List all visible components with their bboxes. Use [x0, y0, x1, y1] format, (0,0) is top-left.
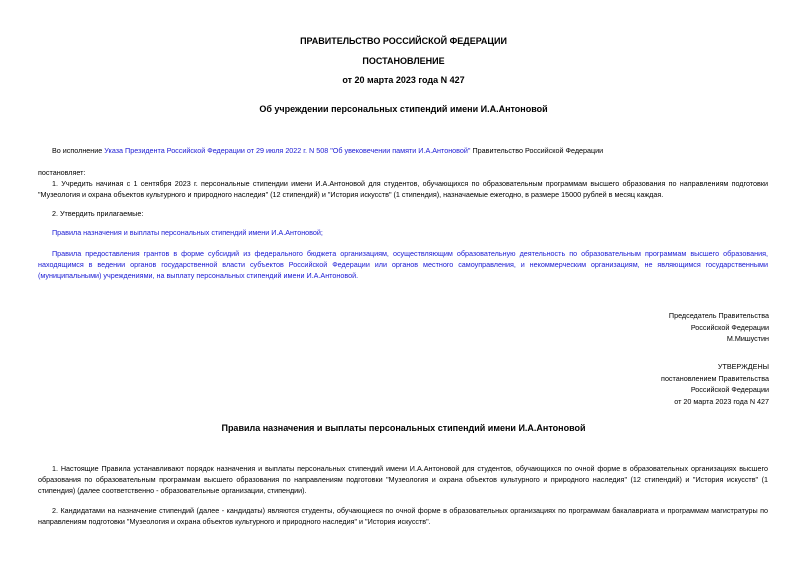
rules-title: Правила назначения и выплаты персональных стипендий имени И.А.Антоновой [221, 423, 586, 433]
document-type: ПОСТАНОВЛЕНИЕ [362, 56, 445, 66]
document-date-number: от 20 марта 2023 года N 427 [342, 75, 465, 85]
preamble-text-after: Правительство Российской Федерации [472, 146, 604, 155]
rules-paragraph-2: 2. Кандидатами на назначение стипендий (далее - кандидаты) являются студенты, обучающиеся по очной форме в образовательных организациях по программам бакалавриата и программам магистратуры по направлениям подготовки "Музеология и охрана объектов культурного и природного наследия" и "История искусств". [38, 506, 768, 526]
rules-paragraph-1: 1. Настоящие Правила устанавливают порядок назначения и выплаты персональных стипендий имени И.А.Антоновой для студентов, обучающихся по очной форме в образовательных организациях высшего образования по образовательным программам высшего образования по направлениям подготовки "Музеология и охрана объектов культурного и природного наследия" (12 стипендий) и "История искусств" (1 стипендия) (далее соответственно - образовательные организации, стипендии). [38, 464, 768, 495]
resolves-label: постановляет: [38, 168, 86, 177]
approval-title: УТВЕРЖДЕНЫ [717, 362, 769, 371]
rules-link[interactable]: Правила назначения и выплаты персональных стипендий имени И.А.Антоновой; [52, 228, 323, 237]
preamble [52, 145, 772, 156]
clause-2: 2. Утвердить прилагаемые: [52, 209, 144, 218]
approval-date: от 20 марта 2023 года N 427 [674, 396, 769, 406]
grants-rules-link[interactable]: Правила предоставления грантов в форме субсидий из федерального бюджета организациям, осуществляющим образовательную деятельность по образовательным программам высшего образования, находящимся в ведении органов государственной власти субъектов Российской Федерации или органов местного самоуправления, и некоммерческим организациям, не являющимся государственными (муниципальными) учреждениями, на выплату персональных стипендий имени И.А.Антоновой. [38, 249, 768, 280]
approval-line-2: постановлением Правительства [661, 373, 769, 383]
document-title: Об учреждении персональных стипендий имени И.А.Антоновой [259, 104, 548, 114]
signature-block [669, 310, 769, 345]
signature-name: М.Мишустин [726, 334, 769, 343]
approval-stamp [661, 361, 769, 407]
decree-link[interactable]: Указа Президента Российской Федерации от 29 июля 2022 г. N 508 "Об увековечении памяти И.А.Антоновой" [104, 146, 471, 155]
government-header: ПРАВИТЕЛЬСТВО РОССИЙСКОЙ ФЕДЕРАЦИИ [300, 36, 507, 46]
signature-org: Российской Федерации [690, 322, 769, 332]
signature-position: Председатель Правительства [668, 311, 769, 320]
clause-1: 1. Учредить начиная с 1 сентября 2023 г. персональные стипендии имени И.А.Антоновой для студентов, обучающихся по образовательным программам высшего образования по направлениям подготовки "Музеология и охрана объектов культурного и природного наследия" (12 стипендий) и "История искусств" (1 стипендия), назначаемые ежегодно, в размере 15000 рублей в месяц каждая. [38, 179, 768, 199]
preamble-text-before: Во исполнение [52, 146, 103, 155]
approval-line-3: Российской Федерации [690, 385, 769, 394]
